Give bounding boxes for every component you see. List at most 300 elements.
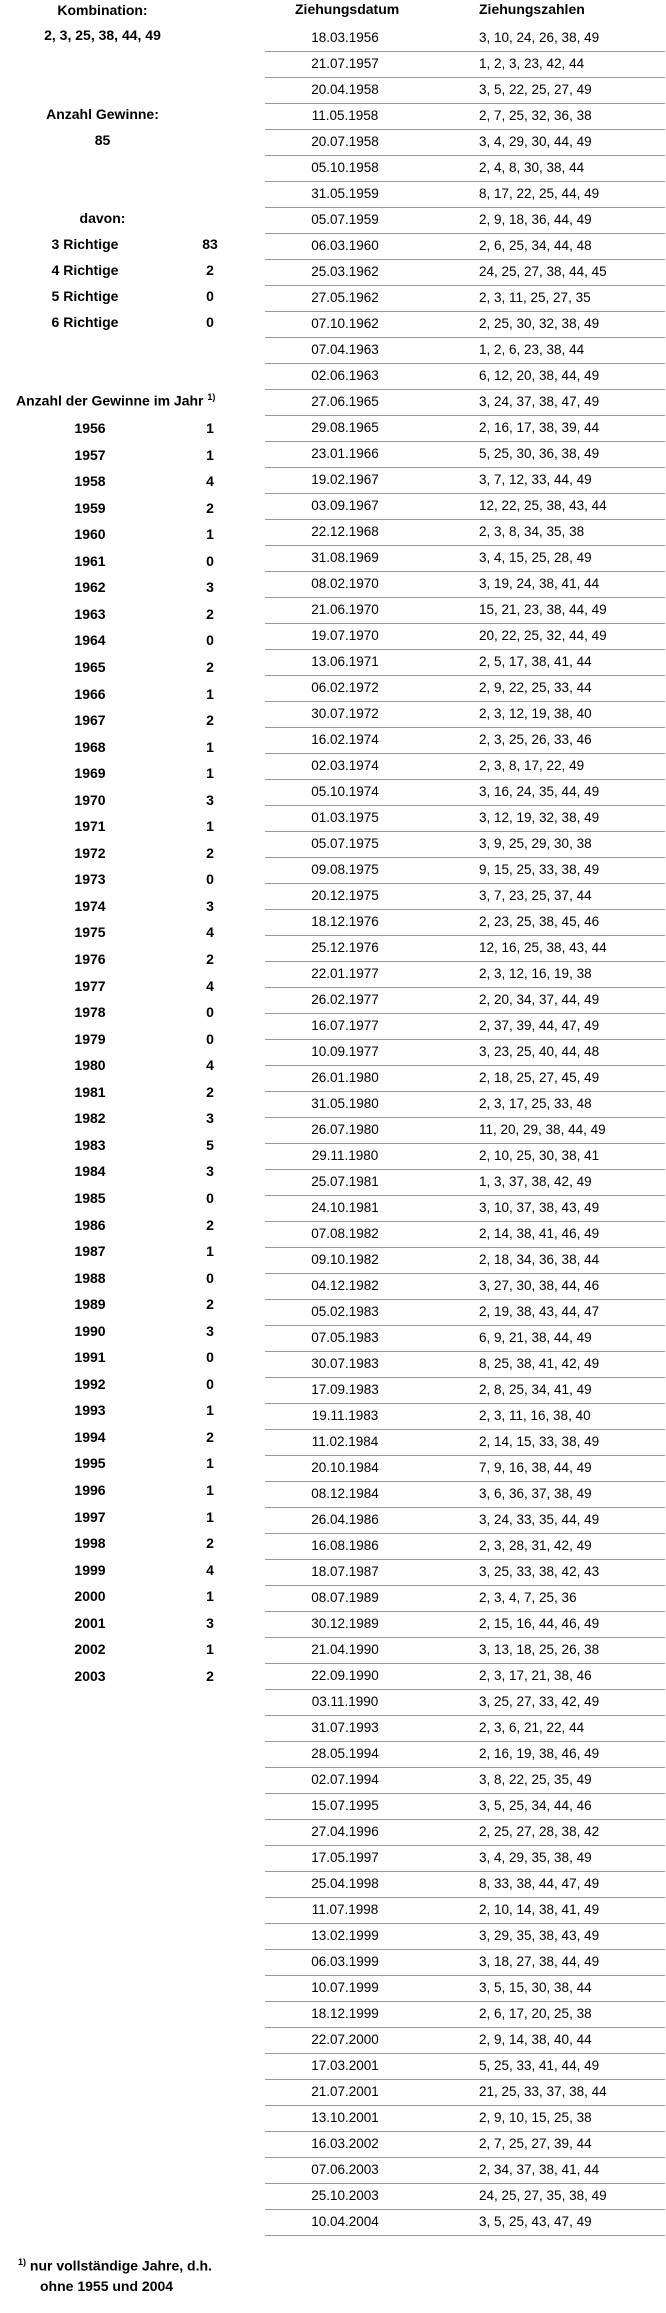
draw-numbers: 3, 23, 25, 40, 44, 48 [479, 1044, 600, 1059]
table-row [265, 390, 665, 416]
table-row [265, 312, 665, 338]
year-value: 1959 [74, 499, 106, 516]
year-count: 3 [206, 1322, 214, 1339]
year-row [0, 1163, 260, 1189]
draw-date: 29.11.1980 [311, 1148, 379, 1163]
year-count: 2 [206, 951, 214, 967]
year-value: 1982 [74, 1110, 106, 1127]
kombination-value: 2, 3, 25, 38, 44, 49 [44, 27, 161, 43]
draw-date: 27.05.1962 [311, 290, 379, 305]
draw-numbers: 2, 34, 37, 38, 41, 44 [479, 2162, 600, 2177]
draw-date: 10.04.2004 [311, 2214, 379, 2229]
draw-date: 22.09.1990 [311, 1668, 379, 1683]
table-row [265, 2106, 665, 2132]
draw-date: 05.10.1958 [311, 160, 379, 175]
year-count: 0 [206, 871, 214, 888]
draw-date: 25.10.2003 [311, 2188, 379, 2203]
year-value: 1985 [74, 1189, 106, 1206]
year-count: 2 [206, 1083, 214, 1100]
year-count: 3 [206, 1614, 214, 1631]
table-row [265, 520, 665, 546]
year-count: 2 [206, 712, 214, 729]
draw-date: 06.02.1972 [311, 680, 379, 695]
table-row [265, 234, 665, 260]
draw-numbers: 9, 15, 25, 33, 38, 49 [479, 862, 600, 877]
draw-numbers: 2, 3, 17, 21, 38, 46 [479, 1668, 592, 1683]
richtige-label: 5 Richtige [51, 288, 119, 304]
year-count: 1 [206, 1641, 214, 1658]
year-row [0, 1084, 260, 1110]
draw-date: 30.07.1972 [311, 706, 379, 721]
table-row [265, 1508, 665, 1534]
year-value: 2001 [74, 1614, 106, 1631]
table-row [265, 1768, 665, 1794]
draw-numbers: 3, 10, 24, 26, 38, 49 [479, 30, 600, 45]
table-row [265, 806, 665, 832]
draw-date: 27.06.1965 [311, 394, 379, 409]
table-row [265, 1196, 665, 1222]
draw-numbers: 6, 12, 20, 38, 44, 49 [479, 368, 600, 383]
table-row [265, 286, 665, 312]
year-value: 1992 [74, 1375, 106, 1392]
table-row [265, 104, 665, 130]
richtige-count: 2 [206, 262, 214, 278]
table-row [265, 1586, 665, 1612]
year-row [0, 951, 260, 977]
year-value: 1999 [74, 1561, 106, 1578]
year-count: 0 [206, 552, 214, 569]
draw-date: 08.07.1989 [311, 1590, 379, 1605]
table-row [265, 1170, 665, 1196]
year-count: 1 [206, 818, 214, 835]
year-row [0, 1057, 260, 1083]
table-row [265, 1846, 665, 1872]
draw-date: 07.06.2003 [311, 2162, 379, 2177]
year-row [0, 1588, 260, 1614]
year-row [0, 526, 260, 552]
draw-numbers: 8, 25, 38, 41, 42, 49 [479, 1356, 600, 1371]
table-row [265, 832, 665, 858]
draw-date: 05.07.1959 [311, 212, 379, 227]
year-row [0, 792, 260, 818]
table-row [265, 1404, 665, 1430]
table-row [265, 156, 665, 182]
draw-date: 18.03.1956 [311, 30, 379, 45]
table-row [265, 1430, 665, 1456]
draw-numbers: 5, 25, 33, 41, 44, 49 [479, 2058, 600, 2073]
draw-date: 18.07.1987 [311, 1564, 379, 1579]
table-row [265, 702, 665, 728]
draw-numbers: 3, 24, 37, 38, 47, 49 [479, 394, 600, 409]
draw-date: 30.12.1989 [311, 1616, 379, 1631]
table-row [265, 494, 665, 520]
year-count: 1 [206, 1243, 214, 1260]
year-row [0, 898, 260, 924]
year-row [0, 606, 260, 632]
draw-numbers: 3, 5, 22, 25, 27, 49 [479, 82, 592, 97]
year-row [0, 1031, 260, 1057]
year-row [0, 1429, 260, 1455]
draw-date: 22.12.1968 [311, 524, 379, 539]
draw-numbers: 3, 10, 37, 38, 43, 49 [479, 1200, 600, 1215]
draw-date: 09.10.1982 [311, 1252, 379, 1267]
per-year-heading [16, 392, 215, 409]
draw-numbers: 3, 24, 33, 35, 44, 49 [479, 1512, 600, 1527]
table-row [265, 1066, 665, 1092]
draw-numbers: 2, 16, 17, 38, 39, 44 [479, 420, 600, 435]
table-row [265, 1664, 665, 1690]
table-row [265, 1274, 665, 1300]
draw-date: 18.12.1976 [311, 914, 379, 929]
year-row [0, 1641, 260, 1667]
draw-numbers: 3, 4, 15, 25, 28, 49 [479, 550, 592, 565]
year-value: 1972 [74, 844, 106, 861]
draw-date: 07.04.1963 [311, 342, 379, 357]
footnote-text-1: nur vollständige Jahre, d.h. [26, 2257, 212, 2274]
year-value: 1997 [74, 1508, 106, 1525]
draw-date: 05.07.1975 [311, 836, 379, 851]
footnote-mark: 1) [18, 2257, 27, 2267]
draw-date: 08.02.1970 [311, 576, 379, 591]
table-row [265, 78, 665, 104]
draw-numbers: 12, 16, 25, 38, 43, 44 [479, 940, 607, 955]
year-count: 4 [206, 1057, 214, 1074]
draw-date: 25.03.1962 [311, 264, 379, 279]
draw-date: 16.07.1977 [311, 1018, 379, 1033]
year-value: 1965 [74, 658, 106, 675]
table-row [265, 910, 665, 936]
draw-numbers: 24, 25, 27, 35, 38, 49 [479, 2188, 607, 2203]
year-value: 2000 [74, 1588, 106, 1605]
year-count: 4 [206, 473, 214, 490]
draw-numbers: 3, 4, 29, 30, 44, 49 [479, 134, 592, 149]
year-value: 1966 [74, 685, 106, 702]
draw-date: 17.03.2001 [311, 2058, 379, 2073]
year-value: 1978 [74, 1004, 106, 1021]
table-row [265, 1222, 665, 1248]
richtige-row [0, 314, 260, 336]
year-row [0, 1615, 260, 1641]
draw-numbers: 2, 3, 6, 21, 22, 44 [479, 1720, 585, 1735]
year-value: 1974 [74, 897, 106, 914]
draw-date: 31.05.1959 [311, 186, 379, 201]
draw-numbers: 8, 33, 38, 44, 47, 49 [479, 1876, 600, 1891]
draw-date: 31.08.1969 [311, 550, 379, 565]
draw-date: 16.08.1986 [311, 1538, 379, 1553]
draw-date: 21.06.1970 [311, 602, 379, 617]
draw-date: 19.11.1983 [311, 1408, 379, 1423]
year-count: 1 [206, 1455, 214, 1472]
draw-numbers: 2, 25, 27, 28, 38, 42 [479, 1824, 600, 1839]
draw-date: 04.12.1982 [311, 1278, 379, 1293]
year-row [0, 1668, 260, 1694]
draw-numbers: 2, 3, 8, 34, 35, 38 [479, 524, 585, 539]
table-row [265, 780, 665, 806]
draw-date: 17.05.1997 [311, 1850, 379, 1865]
year-value: 1979 [74, 1030, 106, 1047]
draw-date: 16.03.2002 [311, 2136, 379, 2151]
table-row [265, 1976, 665, 2002]
year-value: 1983 [74, 1136, 106, 1153]
draw-date: 19.07.1970 [311, 628, 379, 643]
table-row [265, 1794, 665, 1820]
table-row [265, 1820, 665, 1846]
year-count: 4 [206, 924, 214, 941]
year-count: 2 [206, 844, 214, 861]
draw-numbers: 3, 5, 15, 30, 38, 44 [479, 1980, 592, 1995]
draw-numbers: 20, 22, 25, 32, 44, 49 [479, 628, 607, 643]
draw-date: 26.04.1986 [311, 1512, 379, 1527]
draw-numbers: 3, 18, 27, 38, 44, 49 [479, 1954, 600, 1969]
year-row [0, 1402, 260, 1428]
richtige-row [0, 262, 260, 284]
draw-date: 25.12.1976 [311, 940, 379, 955]
year-count: 3 [206, 791, 214, 808]
draw-numbers: 2, 10, 14, 38, 41, 49 [479, 1902, 600, 1917]
draw-date: 13.06.1971 [311, 654, 379, 669]
draw-numbers: 1, 2, 3, 23, 42, 44 [479, 56, 585, 71]
year-value: 1987 [74, 1243, 106, 1260]
draw-numbers: 3, 4, 29, 35, 38, 49 [479, 1850, 592, 1865]
draw-date: 19.02.1967 [311, 472, 379, 487]
table-row [265, 2184, 665, 2210]
year-count: 0 [206, 1030, 214, 1047]
year-row [0, 924, 260, 950]
table-row [265, 1456, 665, 1482]
table-row [265, 1950, 665, 1976]
table-row [265, 2158, 665, 2184]
draw-numbers: 2, 3, 11, 16, 38, 40 [479, 1408, 591, 1423]
draw-date: 13.10.2001 [311, 2110, 379, 2125]
year-value: 2003 [74, 1667, 106, 1684]
draw-numbers: 2, 9, 22, 25, 33, 44 [479, 680, 592, 695]
table-row [265, 2132, 665, 2158]
draw-numbers: 2, 3, 12, 16, 19, 38 [479, 966, 592, 981]
draw-numbers: 2, 23, 25, 38, 45, 46 [479, 914, 600, 929]
draw-date: 10.07.1999 [311, 1980, 379, 1995]
draw-date: 26.02.1977 [311, 992, 379, 1007]
table-row [265, 1690, 665, 1716]
year-row [0, 818, 260, 844]
year-value: 1973 [74, 871, 106, 888]
table-row [265, 442, 665, 468]
draw-numbers: 2, 18, 25, 27, 45, 49 [479, 1070, 600, 1085]
year-row [0, 1270, 260, 1296]
draw-date: 09.08.1975 [311, 862, 379, 877]
year-value: 1977 [74, 977, 106, 994]
year-value: 1996 [74, 1482, 106, 1498]
year-count: 3 [206, 1110, 214, 1127]
year-row [0, 447, 260, 473]
year-count: 2 [206, 605, 214, 622]
draws-rows [265, 26, 665, 2236]
year-value: 1991 [74, 1349, 106, 1366]
draw-numbers: 2, 25, 30, 32, 38, 49 [479, 316, 600, 331]
year-count: 3 [206, 897, 214, 914]
draw-numbers: 3, 6, 36, 37, 38, 49 [479, 1486, 592, 1501]
table-row [265, 962, 665, 988]
draw-numbers: 3, 13, 18, 25, 26, 38 [479, 1642, 600, 1657]
year-value: 1988 [74, 1269, 106, 1286]
draw-numbers: 24, 25, 27, 38, 44, 45 [479, 264, 607, 279]
year-count: 1 [206, 1508, 214, 1525]
draw-date: 11.07.1998 [311, 1902, 379, 1917]
year-row [0, 1349, 260, 1375]
year-row [0, 1004, 260, 1030]
footnote-line-2: ohne 1955 und 2004 [40, 2277, 174, 2294]
richtige-label: 3 Richtige [51, 236, 119, 252]
draw-date: 05.10.1974 [311, 784, 379, 799]
year-value: 1970 [74, 791, 106, 808]
draw-numbers: 2, 5, 17, 38, 41, 44 [479, 654, 592, 669]
year-row [0, 871, 260, 897]
richtige-count: 0 [206, 288, 214, 304]
year-value: 1975 [74, 924, 106, 941]
draw-numbers: 2, 4, 8, 30, 38, 44 [479, 160, 585, 175]
table-row [265, 988, 665, 1014]
draw-date: 28.05.1994 [311, 1746, 379, 1761]
year-count: 0 [206, 1189, 214, 1206]
draw-date: 15.07.1995 [311, 1798, 379, 1813]
draw-date: 03.11.1990 [311, 1694, 379, 1709]
draw-date: 20.10.1984 [311, 1460, 379, 1475]
draw-date: 01.03.1975 [311, 810, 379, 825]
draw-numbers: 3, 12, 19, 32, 38, 49 [479, 810, 600, 825]
draw-numbers: 8, 17, 22, 25, 44, 49 [479, 186, 600, 201]
table-row [265, 598, 665, 624]
table-row [265, 1014, 665, 1040]
draw-date: 07.05.1983 [311, 1330, 379, 1345]
year-count: 1 [206, 526, 214, 543]
year-row [0, 579, 260, 605]
draw-date: 07.10.1962 [311, 316, 379, 331]
draw-date: 30.07.1983 [311, 1356, 379, 1371]
davon-label: davon: [79, 210, 126, 226]
per-year-label: Anzahl der Gewinne im Jahr [16, 392, 204, 409]
table-row [265, 52, 665, 78]
gewinne-value: 85 [94, 132, 111, 148]
draw-numbers: 2, 15, 16, 44, 46, 49 [479, 1616, 600, 1631]
year-count: 2 [206, 1428, 214, 1445]
year-value: 1990 [74, 1322, 106, 1339]
table-row [265, 1118, 665, 1144]
table-row [265, 624, 665, 650]
draw-numbers: 3, 27, 30, 38, 44, 46 [479, 1278, 600, 1293]
draw-date: 06.03.1999 [311, 1954, 379, 1969]
table-row [265, 260, 665, 286]
table-row [265, 1248, 665, 1274]
year-count: 5 [206, 1136, 214, 1153]
year-row [0, 1376, 260, 1402]
table-row [265, 2054, 665, 2080]
draw-date: 31.07.1993 [311, 1720, 379, 1735]
richtige-count: 83 [202, 236, 218, 252]
draw-numbers: 11, 20, 29, 38, 44, 49 [479, 1122, 606, 1137]
year-count: 2 [206, 1296, 214, 1313]
year-row [0, 1482, 260, 1508]
draw-numbers: 2, 14, 38, 41, 46, 49 [479, 1226, 600, 1241]
table-row [265, 1872, 665, 1898]
table-row [265, 676, 665, 702]
table-row [265, 1716, 665, 1742]
year-value: 1995 [74, 1455, 106, 1472]
year-count: 2 [206, 499, 214, 516]
year-value: 1998 [74, 1535, 106, 1552]
year-row [0, 659, 260, 685]
year-value: 1957 [74, 446, 106, 463]
draw-date: 13.02.1999 [311, 1928, 379, 1943]
table-row [265, 1092, 665, 1118]
table-row [265, 858, 665, 884]
year-row [0, 1509, 260, 1535]
draw-numbers: 2, 3, 17, 25, 33, 48 [479, 1096, 592, 1111]
year-value: 1981 [74, 1083, 106, 1100]
year-count: 2 [206, 1216, 214, 1233]
draw-numbers: 3, 19, 24, 38, 41, 44 [479, 576, 600, 591]
richtige-row [0, 236, 260, 258]
draw-date: 25.07.1981 [311, 1174, 379, 1189]
draw-date: 20.12.1975 [311, 888, 379, 903]
year-row [0, 1110, 260, 1136]
richtige-row [0, 288, 260, 310]
draw-date: 27.04.1996 [311, 1824, 379, 1839]
year-value: 1968 [74, 738, 106, 755]
year-value: 1956 [74, 420, 106, 436]
year-row [0, 1243, 260, 1269]
year-value: 2002 [74, 1641, 106, 1658]
year-count: 4 [206, 1561, 214, 1578]
year-row [0, 765, 260, 791]
table-row [265, 2080, 665, 2106]
year-count: 0 [206, 1375, 214, 1392]
draw-date: 07.08.1982 [311, 1226, 379, 1241]
year-value: 1971 [74, 818, 106, 835]
table-row [265, 416, 665, 442]
year-row [0, 1190, 260, 1216]
year-value: 1962 [74, 579, 106, 596]
draw-numbers: 2, 8, 25, 34, 41, 49 [479, 1382, 592, 1397]
draw-numbers: 6, 9, 21, 38, 44, 49 [479, 1330, 592, 1345]
draw-numbers: 3, 9, 25, 29, 30, 38 [479, 836, 592, 851]
draw-numbers: 3, 25, 27, 33, 42, 49 [479, 1694, 600, 1709]
draw-numbers: 2, 3, 4, 7, 25, 36 [479, 1590, 577, 1605]
table-row [265, 182, 665, 208]
year-count: 1 [206, 765, 214, 782]
draw-numbers: 2, 6, 25, 34, 44, 48 [479, 238, 592, 253]
year-count: 2 [206, 658, 214, 675]
table-row [265, 338, 665, 364]
richtige-label: 6 Richtige [51, 314, 119, 330]
year-value: 1969 [74, 765, 106, 782]
table-row [265, 754, 665, 780]
draw-numbers: 3, 7, 12, 33, 44, 49 [479, 472, 592, 487]
draw-numbers: 2, 20, 34, 37, 44, 49 [479, 992, 600, 1007]
year-value: 1994 [74, 1428, 106, 1445]
per-year-footnote-mark: 1) [207, 392, 216, 402]
table-row [265, 1534, 665, 1560]
draw-numbers: 2, 3, 12, 19, 38, 40 [479, 706, 592, 721]
draw-date: 31.05.1980 [311, 1096, 379, 1111]
year-value: 1980 [74, 1057, 106, 1074]
table-row [265, 1560, 665, 1586]
draw-numbers: 3, 16, 24, 35, 44, 49 [479, 784, 600, 799]
table-row [265, 468, 665, 494]
year-count: 1 [206, 446, 214, 463]
draw-numbers: 2, 6, 17, 20, 25, 38 [479, 2006, 592, 2021]
draw-date: 21.07.2001 [311, 2084, 379, 2099]
year-count: 3 [206, 1163, 214, 1180]
year-value: 1993 [74, 1402, 106, 1419]
